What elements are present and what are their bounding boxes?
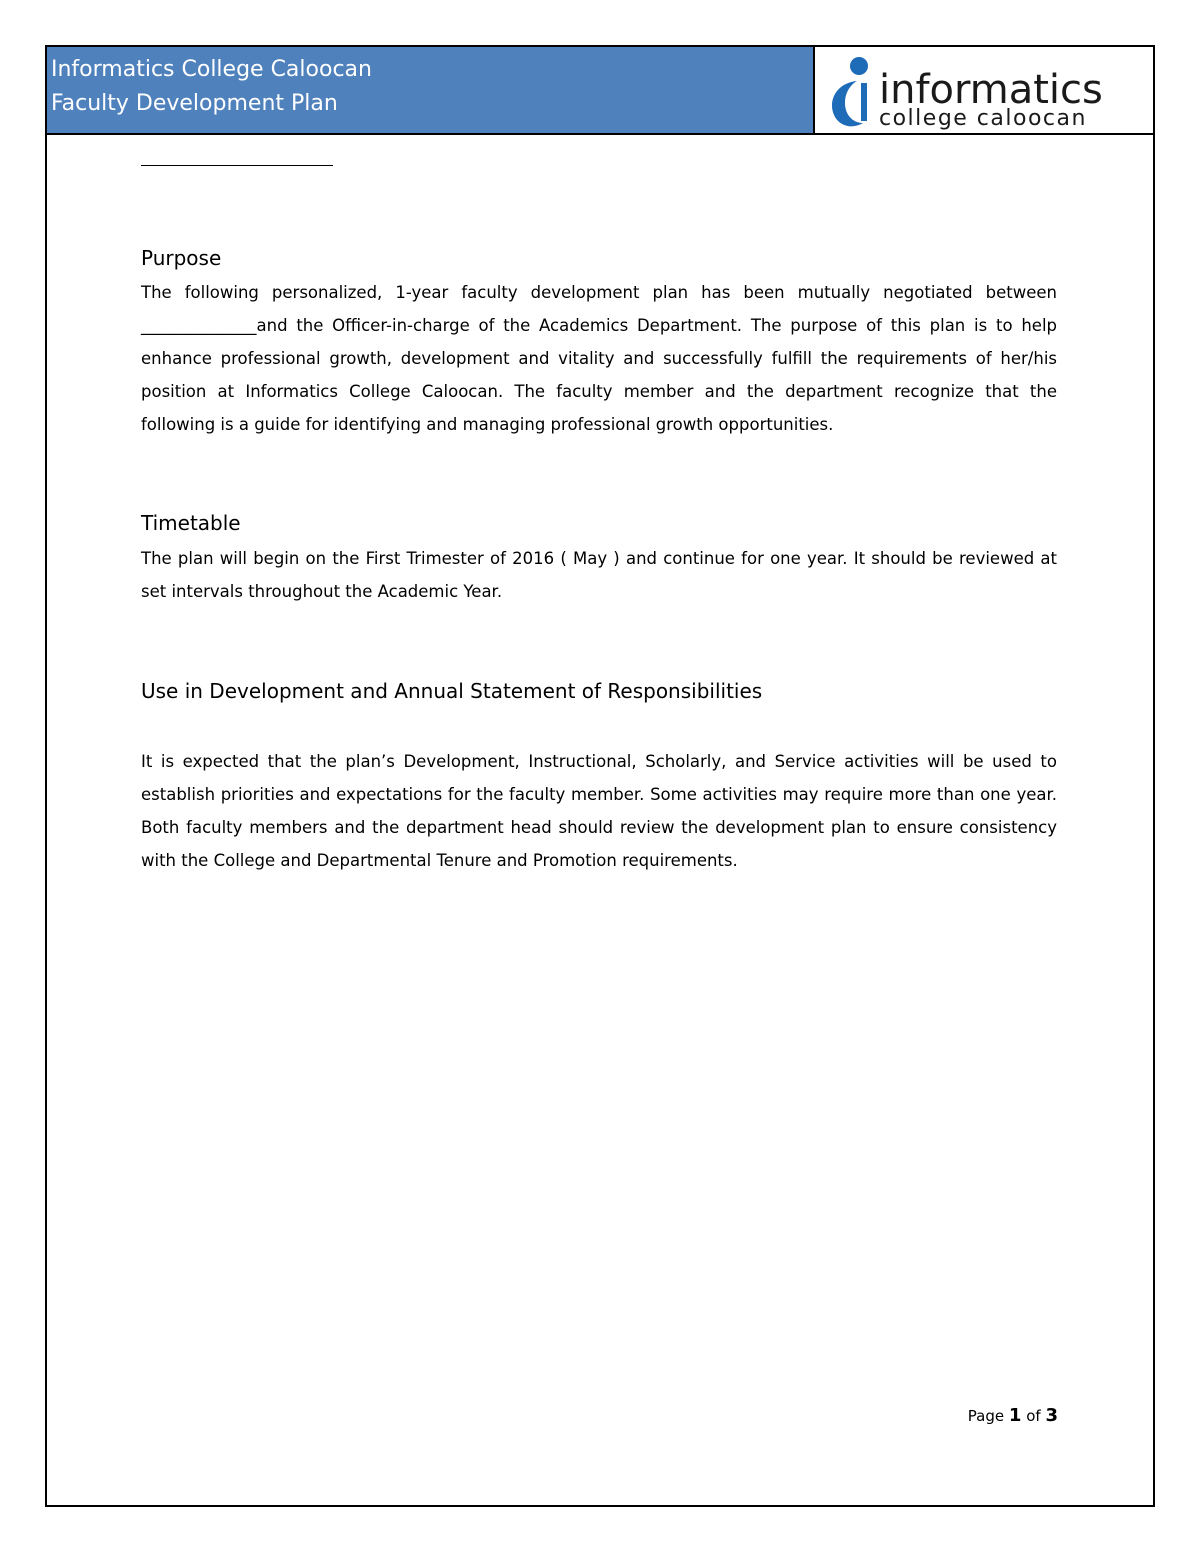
- header-document-title: Faculty Development Plan: [51, 91, 338, 116]
- logo-wordmark: informatics: [879, 67, 1103, 113]
- page-header: [47, 47, 1153, 135]
- signature-line: [141, 165, 333, 166]
- timetable-heading: Timetable: [141, 511, 241, 535]
- purpose-heading: Purpose: [141, 246, 222, 270]
- purpose-paragraph: The following personalized, 1-year faculty development plan has been mutually negotiated between ______________and the Officer-in-charge of the Academics Department. The purpose of this plan is to help enhance professional growth, development and vitality and successfully fulfill the requirements of her/his position at Informatics College Caloocan. The faculty member and the department recognize that the following is a guide for identifying and managing professional growth opportunities.: [141, 283, 1057, 434]
- use-paragraph: It is expected that the plan’s Development, Instructional, Scholarly, and Service activities will be used to establish priorities and expectations for the faculty member. Some activities may require more than one year. Both faculty members and the department head should review the development plan to ensure consistency with the College and Departmental Tenure and Promotion requirements.: [141, 752, 1057, 870]
- of-word: of: [1026, 1407, 1041, 1425]
- page-word: Page: [967, 1407, 1005, 1425]
- current-page: 1: [1008, 1405, 1022, 1426]
- logo-subtitle: college caloocan: [879, 106, 1087, 131]
- total-pages: 3: [1045, 1405, 1058, 1426]
- informatics-logo: [817, 51, 1147, 131]
- use-heading: Use in Development and Annual Statement of Responsibilities: [141, 679, 763, 703]
- header-college-name: Informatics College Caloocan: [51, 57, 372, 82]
- timetable-paragraph: The plan will begin on the First Trimester of 2016 ( May ) and continue for one year. It should be reviewed at set intervals throughout the Academic Year.: [141, 549, 1057, 601]
- page-number: [900, 1405, 1058, 1426]
- header-title-block: [47, 47, 815, 133]
